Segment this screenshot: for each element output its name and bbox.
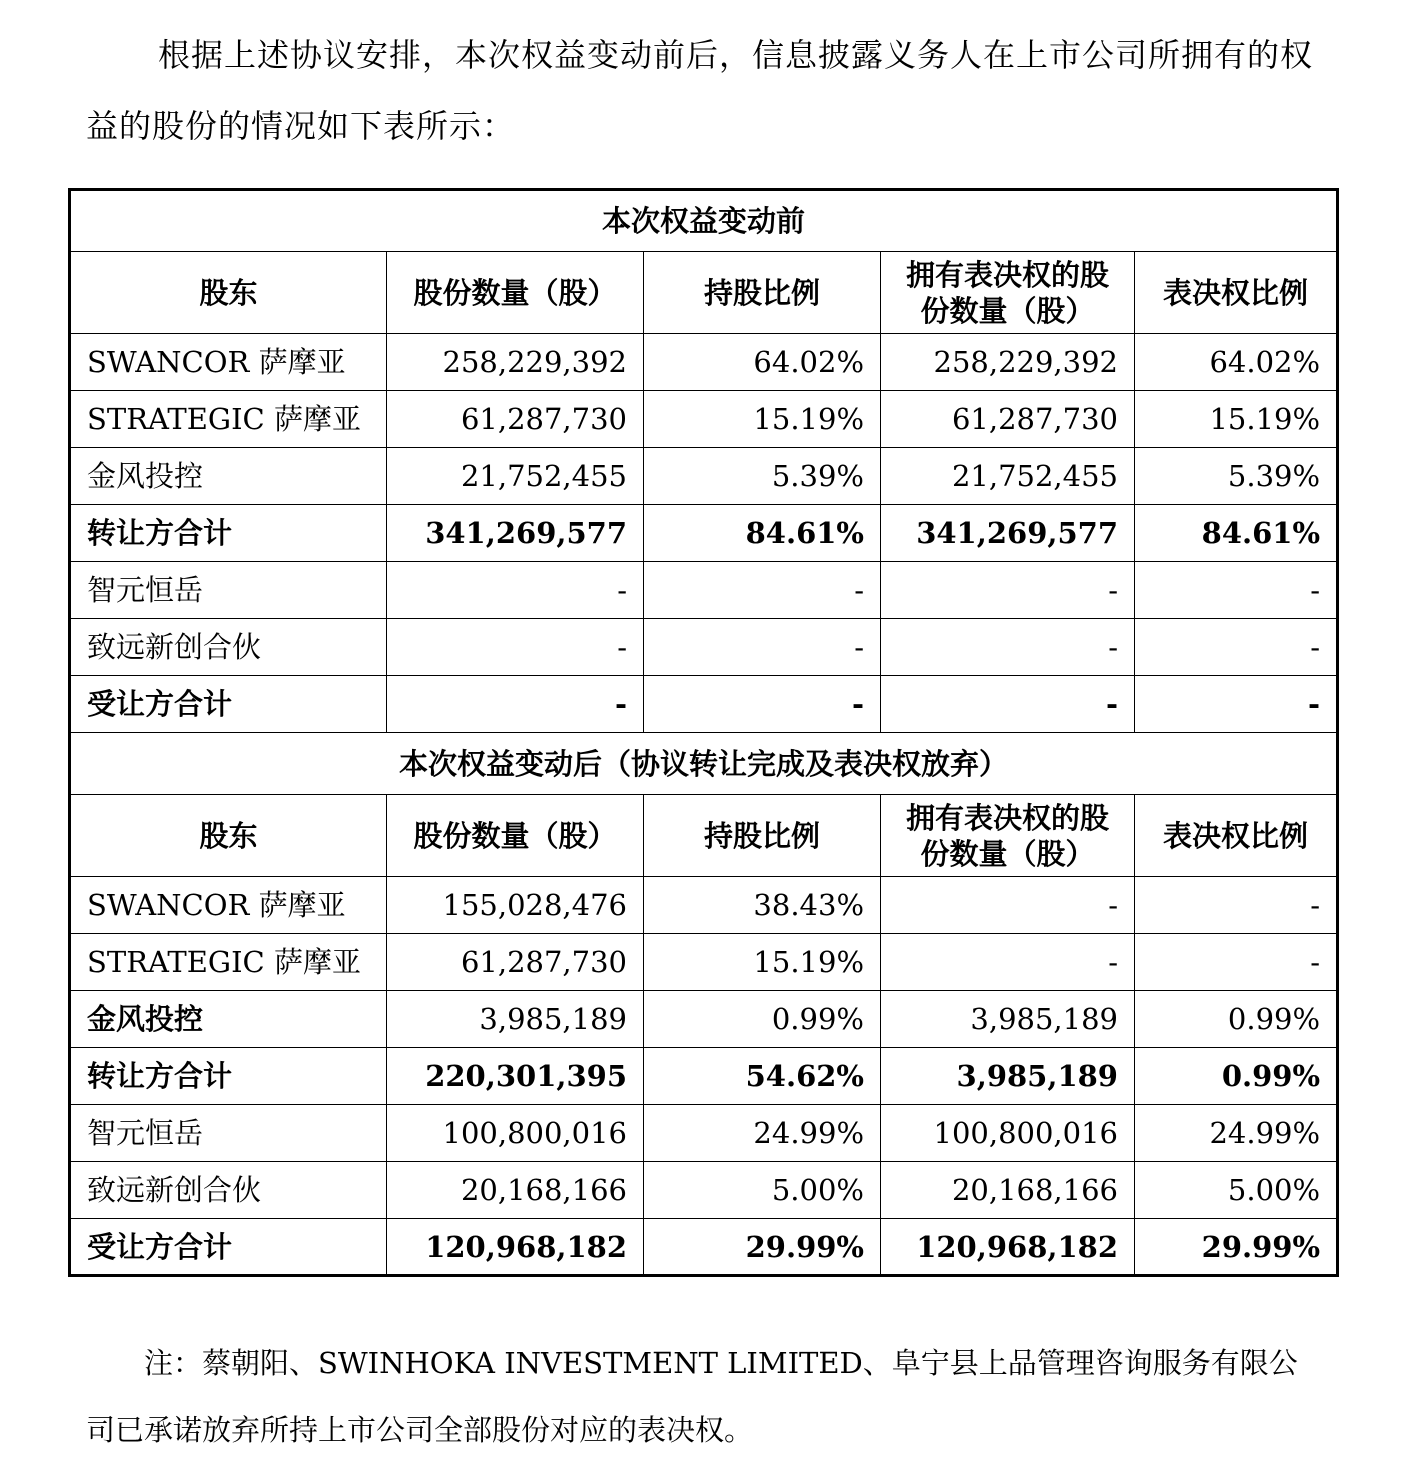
header-shareholder: 股东 — [70, 252, 387, 334]
share-ratio: - — [644, 619, 881, 676]
shareholder-name: 致远新创合伙 — [70, 1162, 387, 1219]
share-count: 100,800,016 — [387, 1105, 644, 1162]
share-count: 220,301,395 — [387, 1048, 644, 1105]
header-share-ratio: 持股比例 — [644, 252, 881, 334]
share-count: 341,269,577 — [387, 505, 644, 562]
header-voting-ratio: 表决权比例 — [1135, 252, 1338, 334]
share-count: 155,028,476 — [387, 877, 644, 934]
voting-share-count: 120,968,182 — [881, 1219, 1135, 1276]
share-ratio: 15.19% — [644, 934, 881, 991]
shareholder-name: 致远新创合伙 — [70, 619, 387, 676]
shareholder-name: 金风投控 — [70, 448, 387, 505]
share-count: - — [387, 676, 644, 733]
table-row — [70, 391, 1338, 448]
table-row — [70, 334, 1338, 391]
header-voting-share-count: 拥有表决权的股份数量（股） — [881, 252, 1135, 334]
share-ratio: 84.61% — [644, 505, 881, 562]
share-count: - — [387, 619, 644, 676]
voting-ratio: - — [1135, 934, 1338, 991]
voting-ratio: 64.02% — [1135, 334, 1338, 391]
transferor-total-row — [70, 1048, 1338, 1105]
header-share-ratio: 持股比例 — [644, 795, 881, 877]
share-count: 120,968,182 — [387, 1219, 644, 1276]
shareholder-name: STRATEGIC 萨摩亚 — [70, 934, 387, 991]
share-count: 61,287,730 — [387, 391, 644, 448]
voting-share-count: - — [881, 562, 1135, 619]
share-count: 21,752,455 — [387, 448, 644, 505]
section-before-title-row — [70, 190, 1338, 252]
shareholder-name: 转让方合计 — [70, 505, 387, 562]
intro-paragraph: 根据上述协议安排，本次权益变动前后，信息披露义务人在上市公司所拥有的权益的股份的情况如下表所示： — [86, 36, 1314, 145]
header-voting-ratio: 表决权比例 — [1135, 795, 1338, 877]
share-ratio: 29.99% — [644, 1219, 881, 1276]
voting-share-count: 258,229,392 — [881, 334, 1135, 391]
header-share-count: 股份数量（股） — [387, 795, 644, 877]
shareholder-name: 智元恒岳 — [70, 1105, 387, 1162]
voting-share-count: - — [881, 676, 1135, 733]
share-ratio: 54.62% — [644, 1048, 881, 1105]
share-count: 61,287,730 — [387, 934, 644, 991]
transferee-total-row — [70, 676, 1338, 733]
table-row — [70, 448, 1338, 505]
voting-ratio: - — [1135, 562, 1338, 619]
voting-ratio: 5.00% — [1135, 1162, 1338, 1219]
shareholder-name: SWANCOR 萨摩亚 — [70, 877, 387, 934]
voting-share-count: 341,269,577 — [881, 505, 1135, 562]
shareholder-name: 金风投控 — [70, 991, 387, 1048]
shareholder-name: SWANCOR 萨摩亚 — [70, 334, 387, 391]
shareholder-name: 受让方合计 — [70, 676, 387, 733]
voting-share-count: 61,287,730 — [881, 391, 1135, 448]
table-row — [70, 934, 1338, 991]
table-row — [70, 991, 1338, 1048]
share-ratio: 0.99% — [644, 991, 881, 1048]
header-row-after — [70, 795, 1338, 877]
share-ratio: - — [644, 676, 881, 733]
voting-share-count: 21,752,455 — [881, 448, 1135, 505]
transferor-total-row — [70, 505, 1338, 562]
voting-ratio: 84.61% — [1135, 505, 1338, 562]
shareholder-name: 智元恒岳 — [70, 562, 387, 619]
header-shareholder: 股东 — [70, 795, 387, 877]
share-count: 258,229,392 — [387, 334, 644, 391]
voting-share-count: 20,168,166 — [881, 1162, 1135, 1219]
voting-ratio: - — [1135, 877, 1338, 934]
voting-share-count: - — [881, 934, 1135, 991]
table-row — [70, 1162, 1338, 1219]
shareholder-name: 转让方合计 — [70, 1048, 387, 1105]
header-voting-share-count: 拥有表决权的股份数量（股） — [881, 795, 1135, 877]
voting-ratio: 24.99% — [1135, 1105, 1338, 1162]
shareholder-name: STRATEGIC 萨摩亚 — [70, 391, 387, 448]
voting-ratio: 0.99% — [1135, 1048, 1338, 1105]
voting-share-count: 3,985,189 — [881, 991, 1135, 1048]
share-ratio: 5.39% — [644, 448, 881, 505]
share-ratio: 64.02% — [644, 334, 881, 391]
voting-share-count: 3,985,189 — [881, 1048, 1135, 1105]
shareholding-table — [68, 188, 1339, 1277]
header-row-before — [70, 252, 1338, 334]
voting-share-count: - — [881, 877, 1135, 934]
share-ratio: 15.19% — [644, 391, 881, 448]
table-row — [70, 562, 1338, 619]
header-share-count: 股份数量（股） — [387, 252, 644, 334]
table-row — [70, 877, 1338, 934]
share-count: - — [387, 562, 644, 619]
voting-ratio: 0.99% — [1135, 991, 1338, 1048]
share-count: 3,985,189 — [387, 991, 644, 1048]
section-before-title: 本次权益变动前 — [70, 190, 1338, 252]
shareholder-name: 受让方合计 — [70, 1219, 387, 1276]
table-row — [70, 1105, 1338, 1162]
transferee-total-row — [70, 1219, 1338, 1276]
voting-share-count: - — [881, 619, 1135, 676]
share-ratio: 24.99% — [644, 1105, 881, 1162]
share-ratio: 5.00% — [644, 1162, 881, 1219]
share-ratio: - — [644, 562, 881, 619]
share-count: 20,168,166 — [387, 1162, 644, 1219]
table-row — [70, 619, 1338, 676]
section-after-title: 本次权益变动后（协议转让完成及表决权放弃） — [70, 733, 1338, 795]
share-ratio: 38.43% — [644, 877, 881, 934]
footnote-paragraph: 注：蔡朝阳、SWINHOKA INVESTMENT LIMITED、阜宁县上品管理咨询服务有限公司已承诺放弃所持上市公司全部股份对应的表决权。 — [86, 1346, 1298, 1447]
section-after-title-row — [70, 733, 1338, 795]
voting-ratio: 15.19% — [1135, 391, 1338, 448]
voting-ratio: 5.39% — [1135, 448, 1338, 505]
voting-ratio: 29.99% — [1135, 1219, 1338, 1276]
voting-ratio: - — [1135, 619, 1338, 676]
voting-ratio: - — [1135, 676, 1338, 733]
voting-share-count: 100,800,016 — [881, 1105, 1135, 1162]
